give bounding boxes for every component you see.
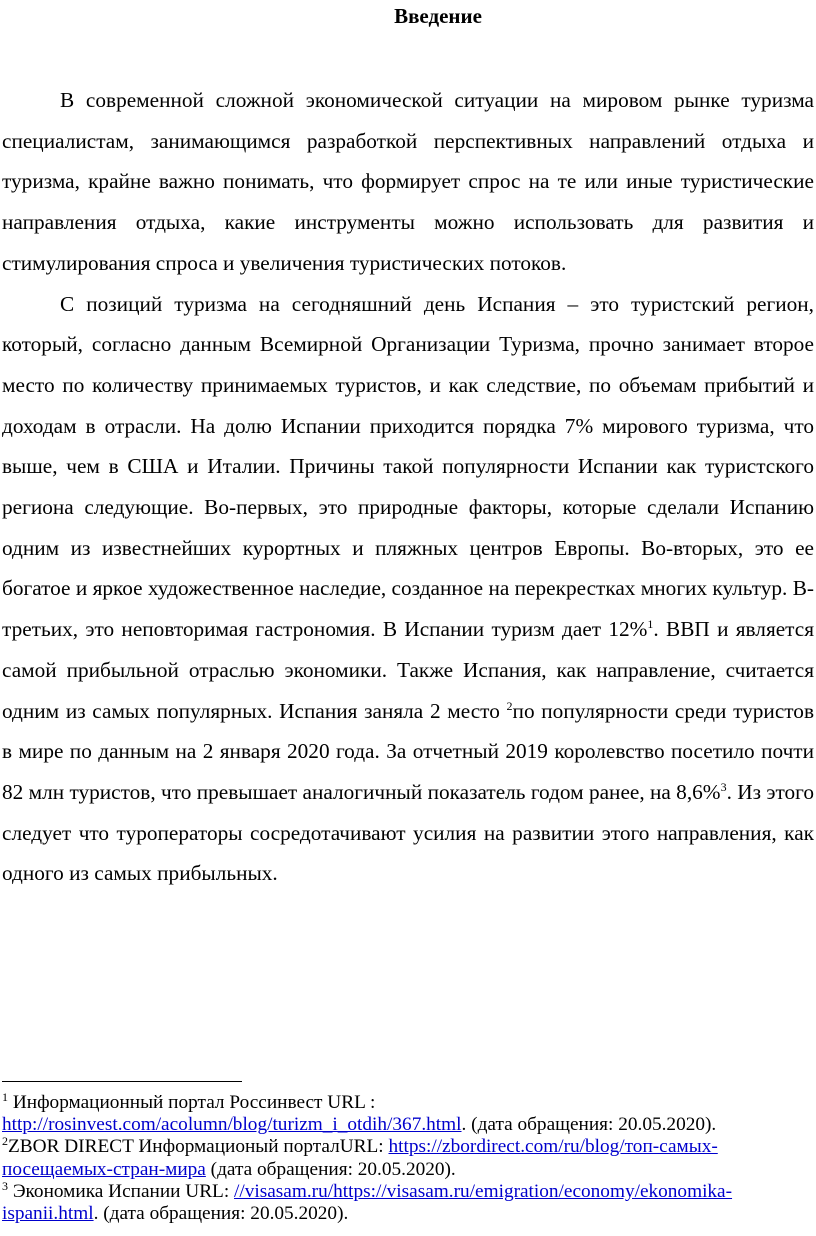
paragraph-text: . ВВП и является самой прибыльной отраслью экономики. Также Испания, как направление, считается одним из самых популярных. Испания заняла 2 место xyxy=(2,617,815,723)
footnote-number: 1 xyxy=(2,1090,8,1104)
footnote-suffix: . (дата обращения: 20.05.2020). xyxy=(93,1203,349,1225)
paragraph-text: по популярности среди туристов в мире по данным на 2 января 2020 года. За отчетный 2019 королевство посетило почти 82 млн туристов, что превышает аналогичный показатель годом ранее, на 8,6% xyxy=(2,698,814,804)
footnote-1 xyxy=(2,1092,814,1136)
footnote-text: ZBOR DIRECT Информационый порталURL: xyxy=(8,1136,389,1158)
paragraph-text: . Из этого следует что туроператоры сосредотачивают усилия на развитии этого направления, как одного из самых прибыльных. xyxy=(2,779,815,886)
footnotes xyxy=(2,1092,814,1225)
footnote-ref-1[interactable]: 1 xyxy=(647,617,654,632)
body-text xyxy=(2,80,814,894)
footnote-link-3[interactable]: //visasam.ru/https://visasam.ru/emigration/economy/ekonomika-ispanii.html xyxy=(2,1180,733,1225)
paragraph-text: В современной сложной экономической ситуации на мировом рынке туризма специалистам, занимающимся разработкой перспективных направлений отдыха и туризма, крайне важно понимать, что формирует спрос на те или иные туристические направления отдыха, какие инструменты можно использовать для развития и стимулирования спроса и увеличения туристических потоков. xyxy=(2,88,814,275)
footnote-suffix: (дата обращения: 20.05.2020). xyxy=(205,1158,456,1180)
paragraph-spain xyxy=(2,284,814,895)
footnote-link-2[interactable]: https://zbordirect.com/ru/blog/топ-самых-посещаемых-стран-мира xyxy=(2,1136,718,1180)
footnote-text: Экономика Испании URL: xyxy=(8,1180,235,1202)
footnote-suffix: . (дата обращения: 20.05.2020). xyxy=(461,1114,717,1136)
page-title: Введение xyxy=(394,4,482,28)
paragraph-intro xyxy=(2,80,814,284)
footnote-2 xyxy=(2,1136,814,1180)
footnote-text: Информационный портал Россинвест URL : xyxy=(8,1092,376,1113)
footnote-number: 2 xyxy=(2,1134,8,1149)
footnote-3 xyxy=(2,1178,814,1225)
footnote-separator xyxy=(2,1081,242,1082)
footnote-ref-3[interactable]: 3 xyxy=(720,779,727,794)
footnote-link-1[interactable]: http://rosinvest.com/acolumn/blog/turizm_i_otdih/367.html xyxy=(2,1114,462,1136)
footnote-number: 3 xyxy=(2,1178,8,1193)
footnote-ref-2[interactable]: 2 xyxy=(506,698,513,713)
paragraph-text: С позиций туризма на сегодняшний день Испания – это туристский регион, который, согласно данным Всемирной Организации Туризма, прочно занимает второе место по количеству принимаемых туристов, и как следствие, по объемам прибытий и доходам в отрасли. На долю Испании приходится порядка 7% мирового туризма, что выше, чем в США и Италии. Причины такой популярности Испании как туристского региона следующие. Во-первых, это природные факторы, которые сделали Испанию одним из известнейших курортных и пляжных центров Европы. Во-вторых, это ее богатое и яркое художественное наследие, созданное на перекрестках многих культур. В-третьих, это неповторимая гастрономия. В Испании туризм дает 12% xyxy=(2,291,814,642)
